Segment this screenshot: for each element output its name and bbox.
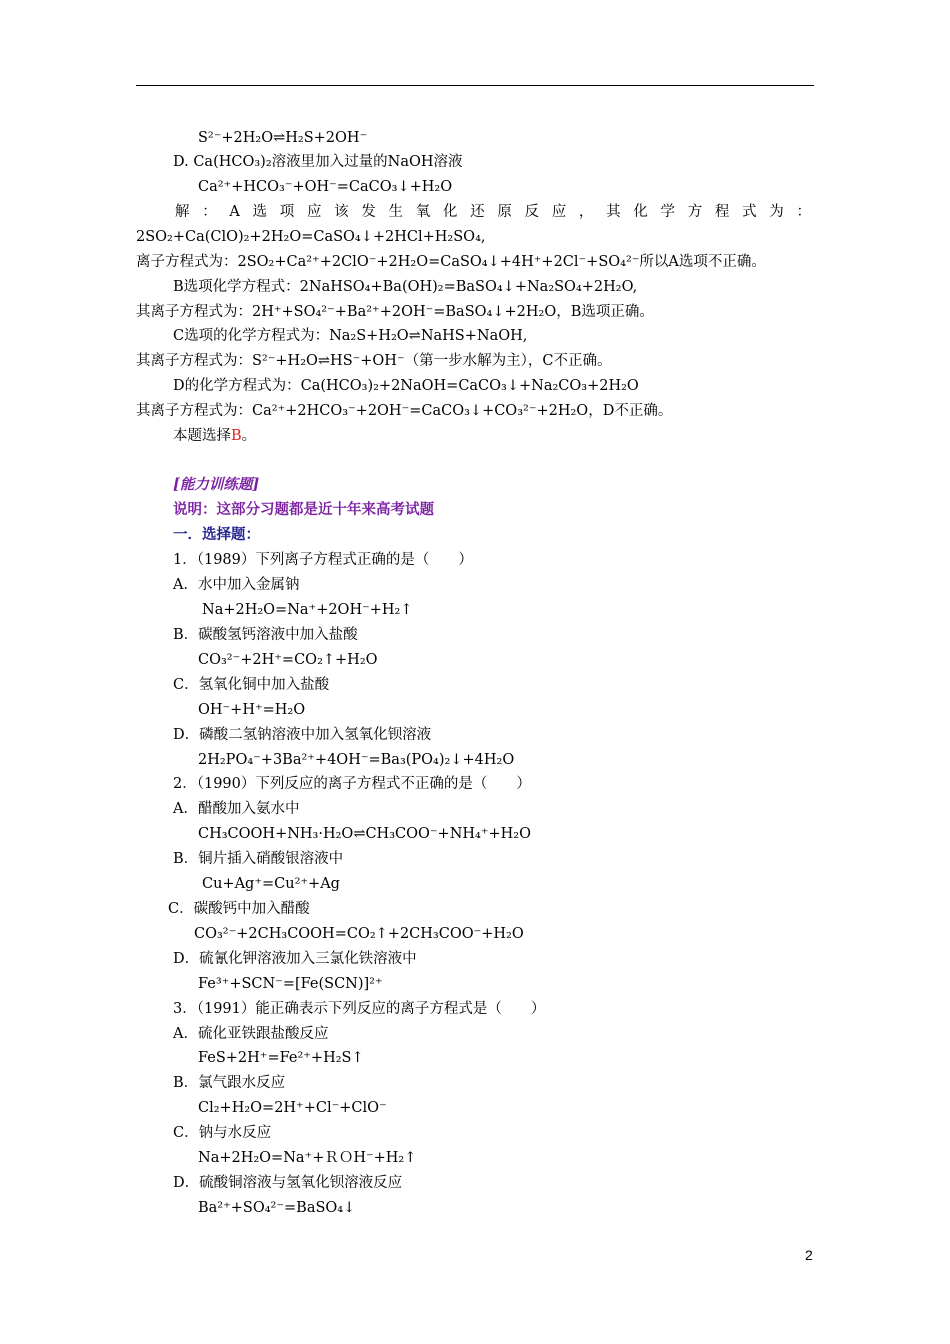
equation-line: CO₃²⁻+2CH₃COOH=CO₂↑+2CH₃COO⁻+H₂O bbox=[194, 926, 524, 942]
equation-line: OH⁻+H⁺=H₂O bbox=[198, 702, 306, 718]
equation-line: 2H₂PO₄⁻+3Ba²⁺+4OH⁻=Ba₃(PO₄)₂↓+4H₂O bbox=[198, 752, 515, 768]
subheading: 一．选择题： bbox=[173, 526, 260, 543]
solution-line: 其离子方程式为：Ca²⁺+2HCO₃⁻+2OH⁻=CaCO₃↓+CO₃²⁻+2H₂O，D不正确。 bbox=[136, 403, 673, 419]
option-line: C．钠与水反应 bbox=[173, 1125, 272, 1141]
answer-label: 本题选择 bbox=[173, 428, 231, 444]
question-3: 3．（1991）能正确表示下列反应的离子方程式是（ ） bbox=[173, 1001, 546, 1017]
question-2: 2．（1990）下列反应的离子方程式不正确的是（ ） bbox=[173, 776, 531, 792]
section-title: [能力训练题] bbox=[173, 476, 260, 493]
option-line: D. Ca(HCO₃)₂溶液里加入过量的NaOH溶液 bbox=[173, 154, 463, 170]
option-line: D．硫氰化钾溶液加入三氯化铁溶液中 bbox=[173, 951, 417, 967]
option-line: B．铜片插入硝酸银溶液中 bbox=[173, 851, 344, 867]
option-line: B．氯气跟水反应 bbox=[173, 1075, 286, 1091]
solution-line: 其离子方程式为：S²⁻+H₂O⇌HS⁻+OH⁻（第一步水解为主），C不正确。 bbox=[136, 353, 612, 369]
equation-line: Ca²⁺+HCO₃⁻+OH⁻=CaCO₃↓+H₂O bbox=[198, 179, 453, 195]
equation-line: Cu+Ag⁺=Cu²⁺+Ag bbox=[202, 876, 340, 892]
option-line: C．氢氧化铜中加入盐酸 bbox=[173, 677, 330, 693]
equation-line: Fe³⁺+SCN⁻=[Fe(SCN)]²⁺ bbox=[198, 976, 383, 992]
equation-line: S²⁻+2H₂O⇌H₂S+2OH⁻ bbox=[198, 130, 368, 146]
option-line: D．硫酸铜溶液与氢氧化钡溶液反应 bbox=[173, 1175, 403, 1191]
solution-line: B选项化学方程式：2NaHSO₄+Ba(OH)₂=BaSO₄↓+Na₂SO₄+2H₂O, bbox=[173, 279, 638, 295]
question-1: 1．（1989）下列离子方程式正确的是（ ） bbox=[173, 552, 473, 568]
page-number: 2 bbox=[805, 1247, 813, 1263]
option-line: B．碳酸氢钙溶液中加入盐酸 bbox=[173, 627, 358, 643]
option-line: D．磷酸二氢钠溶液中加入氢氧化钡溶液 bbox=[173, 727, 432, 743]
equation-line: FeS+2H⁺=Fe²⁺+H₂S↑ bbox=[198, 1050, 364, 1066]
equation-line: Na+2H₂O=Na⁺+ＲＯH⁻+H₂↑ bbox=[198, 1150, 417, 1166]
answer-choice: B bbox=[231, 428, 242, 444]
solution-line: 离子方程式为：2SO₂+Ca²⁺+2ClO⁻+2H₂O=CaSO₄↓+4H⁺+2Cl⁻+SO₄²⁻所以A选项不正确。 bbox=[136, 254, 766, 270]
equation-line: 2SO₂+Ca(ClO)₂+2H₂O=CaSO₄↓+2HCl+H₂SO₄, bbox=[136, 229, 486, 245]
solution-line: 其离子方程式为：2H⁺+SO₄²⁻+Ba²⁺+2OH⁻=BaSO₄↓+2H₂O，B选项正确。 bbox=[136, 304, 654, 320]
option-line: A．硫化亚铁跟盐酸反应 bbox=[173, 1026, 329, 1042]
option-line: C．碳酸钙中加入醋酸 bbox=[168, 901, 310, 917]
option-line: A．水中加入金属钠 bbox=[173, 577, 300, 593]
equation-line: Na+2H₂O=Na⁺+2OH⁻+H₂↑ bbox=[202, 602, 413, 618]
answer-period: 。 bbox=[241, 428, 257, 444]
option-line: A．醋酸加入氨水中 bbox=[173, 801, 300, 817]
equation-line: Cl₂+H₂O=2H⁺+Cl⁻+ClO⁻ bbox=[198, 1100, 387, 1116]
header-rule bbox=[136, 85, 814, 86]
solution-line: C选项的化学方程式为：Na₂S+H₂O⇌NaHS+NaOH, bbox=[173, 328, 528, 344]
section-note: 说明：这部分习题都是近十年来高考试题 bbox=[173, 501, 434, 518]
equation-line: CO₃²⁻+2H⁺=CO₂↑+H₂O bbox=[198, 652, 378, 668]
solution-intro: 解：A选项应该发生氧化还原反应，其化学方程式为： bbox=[175, 204, 811, 220]
equation-line: CH₃COOH+NH₃·H₂O⇌CH₃COO⁻+NH₄⁺+H₂O bbox=[198, 826, 531, 842]
answer-line bbox=[173, 426, 256, 446]
solution-line: D的化学方程式为：Ca(HCO₃)₂+2NaOH=CaCO₃↓+Na₂CO₃+2H₂O bbox=[173, 378, 639, 394]
equation-line: Ba²⁺+SO₄²⁻=BaSO₄↓ bbox=[198, 1200, 356, 1216]
